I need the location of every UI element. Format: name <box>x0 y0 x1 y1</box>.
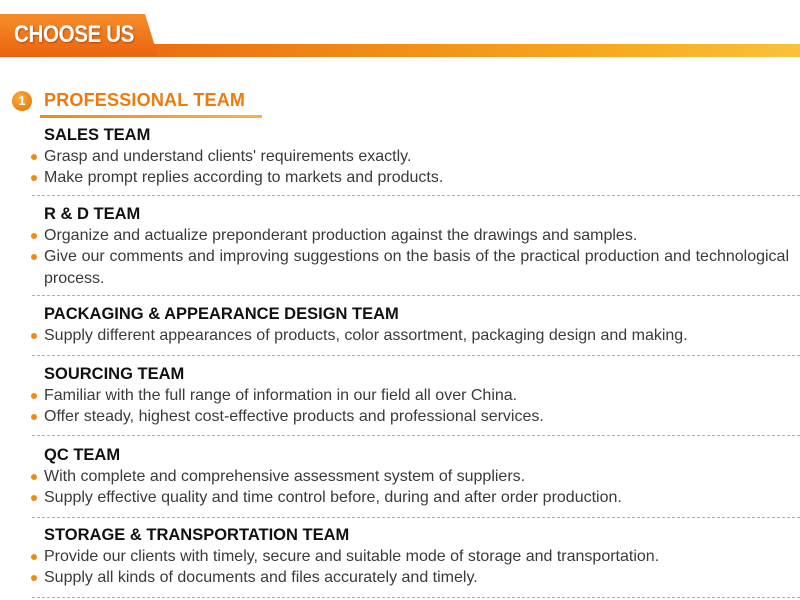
dashed-divider <box>32 597 800 598</box>
header-banner <box>0 0 800 60</box>
team-point-text: Make prompt replies according to markets and products. <box>44 169 444 186</box>
dashed-divider <box>32 517 800 518</box>
section-heading <box>10 88 270 124</box>
bullet-dot-icon <box>31 414 37 420</box>
team-title: SOURCING TEAM <box>44 365 185 383</box>
bullet-dot-icon <box>31 393 37 399</box>
bullet-dot-icon <box>31 175 37 181</box>
bullet-dot-icon <box>31 554 37 560</box>
dashed-divider <box>32 355 800 356</box>
team-title: PACKAGING & APPEARANCE DESIGN TEAM <box>44 305 399 323</box>
team-title: SALES TEAM <box>44 126 151 144</box>
bullet-dot-icon <box>31 254 37 260</box>
team-title: R & D TEAM <box>44 205 141 223</box>
bullet-dot-icon <box>31 495 37 501</box>
number-badge-icon: 1 <box>12 91 32 111</box>
banner-title: CHOOSE US <box>14 21 134 48</box>
team-point-text: Provide our clients with timely, secure and suitable mode of storage and transportation. <box>44 548 660 565</box>
team-point-text: With complete and comprehensive assessment system of suppliers. <box>44 468 526 485</box>
team-point-text: Supply effective quality and time control before, during and after order production. <box>44 489 622 506</box>
team-point-text: Organize and actualize preponderant production against the drawings and samples. <box>44 227 638 244</box>
team-point-text: Offer steady, highest cost-effective products and professional services. <box>44 408 544 425</box>
bullet-dot-icon <box>31 333 37 339</box>
team-point-text: Grasp and understand clients' requirements exactly. <box>44 148 412 165</box>
section-underline <box>40 115 262 118</box>
section-title: PROFESSIONAL TEAM <box>44 90 246 110</box>
team-title: STORAGE & TRANSPORTATION TEAM <box>44 526 350 544</box>
dashed-divider <box>32 195 800 196</box>
team-point-text: Supply all kinds of documents and files accurately and timely. <box>44 569 478 586</box>
dashed-divider <box>32 435 800 436</box>
team-point-text: Give our comments and improving suggestions on the basis of the practical production and technological process. <box>44 248 789 287</box>
dashed-divider <box>32 295 800 296</box>
bullet-dot-icon <box>31 154 37 160</box>
bullet-dot-icon <box>31 575 37 581</box>
bullet-dot-icon <box>31 233 37 239</box>
team-point-text: Familiar with the full range of information in our field all over China. <box>44 387 518 404</box>
team-point-text: Supply different appearances of products, color assortment, packaging design and making. <box>44 327 688 344</box>
bullet-dot-icon <box>31 474 37 480</box>
team-title: QC TEAM <box>44 446 121 464</box>
